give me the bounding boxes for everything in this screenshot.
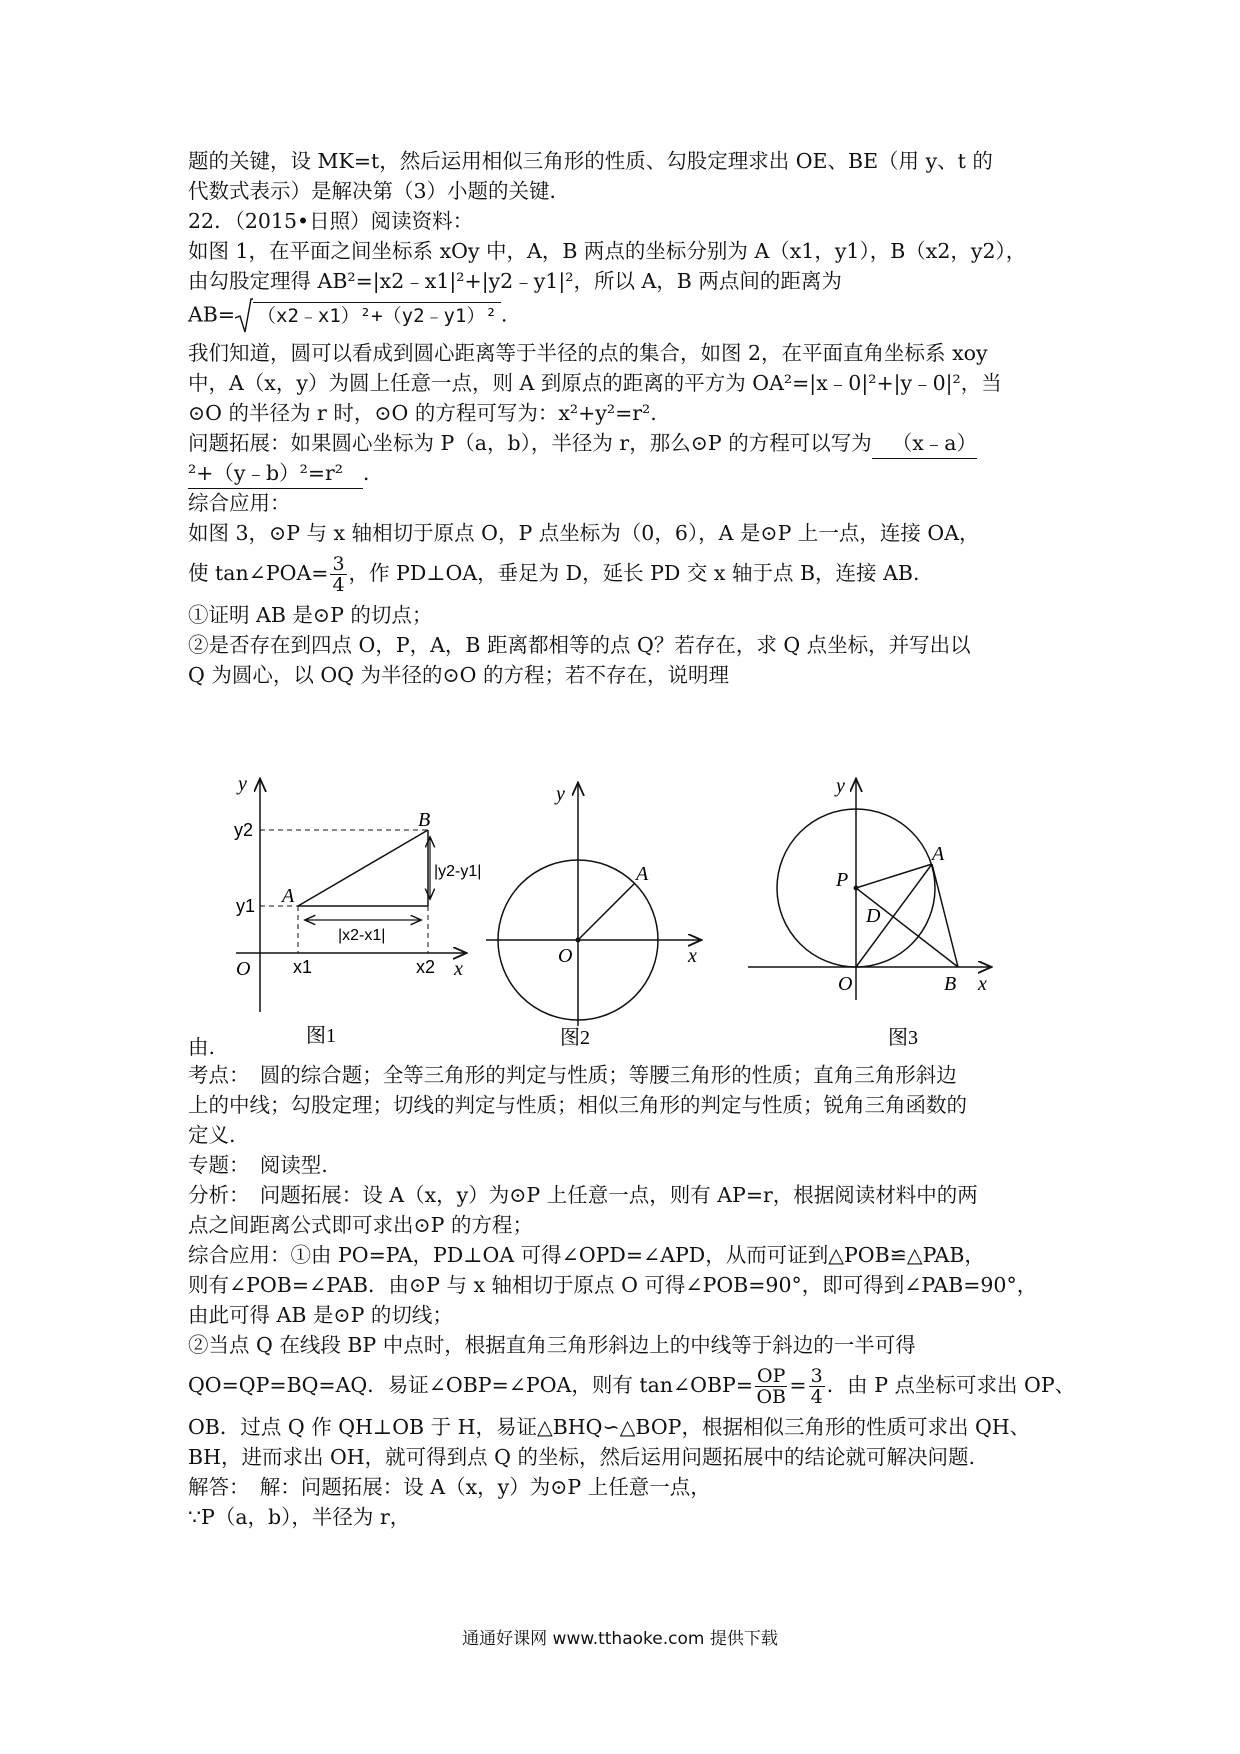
point-a-label: A [932,843,945,865]
origin-label: O [236,958,251,980]
text-line: ⊙O 的半径为 r 时，⊙O 的方程可写为：x²+y²=r². [188,401,657,425]
segment-pa [856,864,932,888]
text-line: 由此可得 AB 是⊙P 的切线； [188,1303,453,1327]
figure-prefix: 由. [188,1035,216,1059]
x1-label: x1 [293,957,313,977]
origin-label: O [558,945,573,967]
text-line: 点之间距离公式即可求出⊙P 的方程； [188,1213,533,1237]
y-label: y [836,775,845,797]
text-span: ．由 P 点坐标可求出 OP、 [826,1373,1076,1397]
text-span: ． [363,461,384,485]
text-span: 使 tan∠POA= [188,561,329,585]
text-line: 如图 1，在平面之间坐标系 xOy 中，A，B 两点的坐标分别为 A（x1，y1），B（x2，y2）， [188,239,1027,263]
numerator: OP [757,1365,786,1387]
text-line: OB．过点 Q 作 QH⊥OB 于 H，易证△BHQ∽△BOP，根据相似三角形的性质可求出 QH、 [188,1415,1031,1439]
text-line: 则有∠POB=∠PAB．由⊙P 与 x 轴相切于原点 O 可得∠POB=90°，即可得到∠PAB=90°， [188,1273,1038,1297]
fraction [755,1366,787,1407]
point-p-label: P [836,869,849,891]
text-line: ②当点 Q 在线段 BP 中点时，根据直角三角形斜边上的中线等于斜边的一半可得 [188,1333,916,1357]
figure-2-caption: 图2 [560,1027,590,1049]
y1-label: y1 [236,896,256,916]
figure-1-caption: 图1 [306,1025,336,1047]
figure-3 [748,775,990,1049]
point-a-label: A [636,863,649,885]
numerator: 3 [332,553,345,575]
denominator: OB [756,1386,786,1408]
denominator: 4 [810,1386,823,1408]
x-label: x [688,945,697,967]
question-header: 22．（2015•日照）阅读资料： [188,209,474,233]
text-line: 综合应用： [188,491,291,515]
answer-blank: ²+（y﹣b）²=r² [188,458,363,489]
y-label: y [238,773,247,795]
text-span: ，作 PD⊥OA，垂足为 D，延长 PD 交 x 轴于点 B，连接 AB. [348,561,920,585]
text-line: 代数式表示）是解决第（3）小题的关键． [188,179,571,203]
point-b-label: B [944,973,957,995]
text-span: QO=QP=BQ=AQ．易证∠OBP=∠POA，则有 tan∠OBP= [188,1373,754,1397]
figure-2 [486,783,700,1049]
answer-blank: （x﹣a） [872,428,977,459]
text-line: 定义. [188,1123,236,1147]
text-line: 考点： 圆的综合题；全等三角形的判定与性质；等腰三角形的性质；直角三角形斜边 [188,1063,957,1087]
figure-3-caption: 图3 [888,1027,918,1049]
y-label: y [556,783,565,805]
text-line: Q 为圆心，以 OQ 为半径的⊙O 的方程；若不存在，说明理 [188,663,729,687]
text-line: 中，A（x，y）为圆上任意一点，则 A 到原点的距离的平方为 OA²=|x﹣0|²+|y﹣0|²，当 [188,371,1002,395]
text-line: 解答： 解：问题拓展：设 A（x，y）为⊙P 上任意一点， [188,1475,711,1499]
origin-label: O [838,973,853,995]
segment-ab [298,830,428,906]
denominator: 4 [332,574,345,596]
text-span: = [789,1373,807,1397]
point-d-label: D [866,905,881,927]
dx-label: |x2-x1| [338,927,386,944]
dy-label: |y2-y1| [434,863,482,880]
text-line: 综合应用：①由 PO=PA，PD⊥OA 可得∠OPD=∠APD，从而可证到△POB≌△PAB， [188,1243,985,1267]
center-dot [854,886,859,891]
formula-prefix: AB= [188,302,236,327]
text-line: 由勾股定理得 AB²=|x2﹣x1|²+|y2﹣y1|²，所以 A，B 两点间的距离为 [188,269,842,293]
segment-ab [932,864,958,967]
text-span: 问题拓展：如果圆心坐标为 P（a，b），半径为 r，那么⊙P 的方程可以写为 [188,431,872,455]
text-line: ②是否存在到四点 O，P，A，B 距离都相等的点 Q？若存在，求 Q 点坐标，并写出以 [188,633,971,657]
point-a-label: A [282,885,295,907]
text-line: 专题： 阅读型. [188,1153,328,1177]
text-line: ∵P（a，b），半径为 r， [188,1505,411,1529]
tan-line [188,1360,1075,1410]
text-line: 分析： 问题拓展：设 A（x，y）为⊙P 上任意一点，则有 AP=r，根据阅读材料中的两 [188,1183,978,1207]
center-dot [576,938,581,943]
x-label: x [978,973,987,995]
formula-suffix: . [500,302,508,327]
text-line: 我们知道，圆可以看成到圆心距离等于半径的点的集合，如图 2，在平面直角坐标系 xoy [188,341,988,365]
x2-label: x2 [416,957,436,977]
text-line: 如图 3，⊙P 与 x 轴相切于原点 O，P 点坐标为（0，6），A 是⊙P 上一点，连接 OA， [188,521,980,545]
text-line: ①证明 AB 是⊙P 的切点； [188,603,433,627]
point-b-label: B [418,809,431,831]
text-line: 上的中线；勾股定理；切线的判定与性质；相似三角形的判定与性质；锐角三角函数的 [188,1093,967,1117]
text-line: BH，进而求出 OH，就可得到点 Q 的坐标，然后运用问题拓展中的结论就可解决问题. [188,1445,975,1469]
radicand: （x2﹣x1）²+（y2﹣y1）² [253,302,501,327]
text-line: 题的关键，设 MK=t，然后运用相似三角形的性质、勾股定理求出 OE、BE（用 y、t 的 [188,149,993,173]
page-footer: 通通好课网 www.tthaoke.com 提供下载 [462,1629,778,1649]
segment-pb [856,888,958,967]
radius-oa [578,883,635,940]
fraction [809,1366,825,1407]
figure-1 [234,773,481,1047]
y2-label: y2 [234,820,254,840]
x-label: x [454,958,463,980]
numerator: 3 [810,1365,823,1387]
